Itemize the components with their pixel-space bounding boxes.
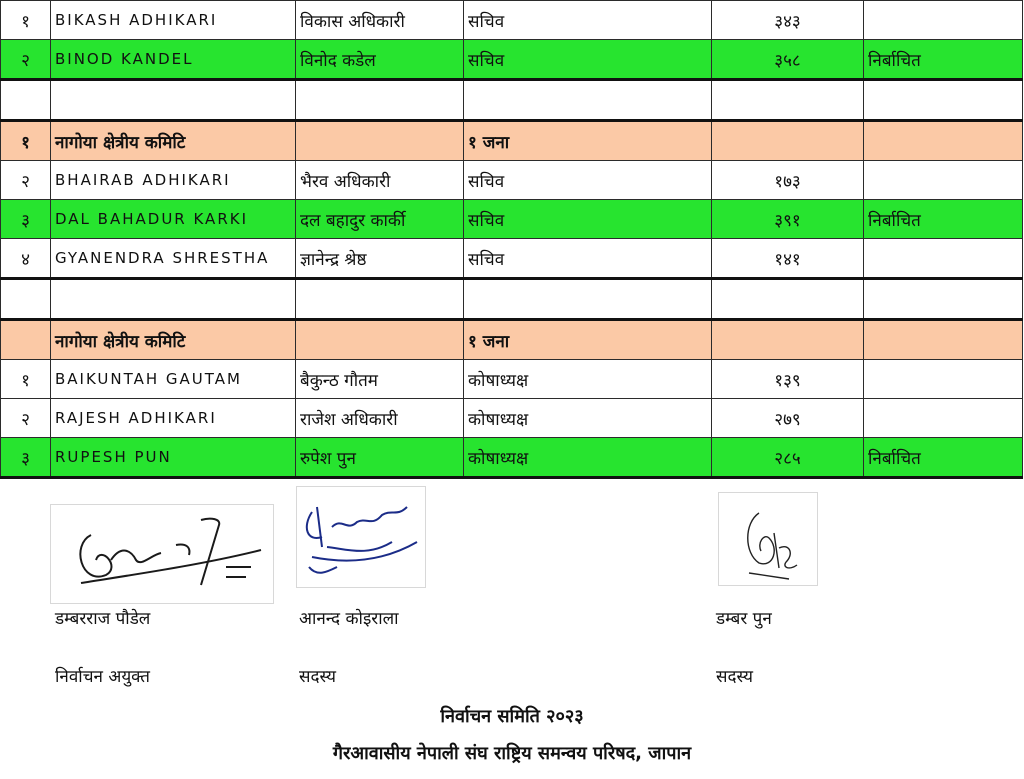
- signatory-role-2: सदस्य: [299, 667, 336, 687]
- empty-cell: [464, 279, 712, 320]
- candidate-row: [1, 360, 1023, 399]
- committee-title: निर्वाचन समिति २०२३: [440, 706, 584, 727]
- section-header-row: [1, 320, 1023, 360]
- status-cell: [864, 360, 1023, 399]
- signature-member-2: [718, 492, 818, 586]
- empty-cell: [1, 279, 51, 320]
- section-title-cell: नागोया क्षेत्रीय कमिटि: [51, 121, 296, 161]
- candidate-row: [1, 239, 1023, 279]
- signatory-name-2: आनन्द कोइराला: [299, 609, 399, 629]
- status-cell: निर्बाचित: [864, 200, 1023, 239]
- organization-title: गैरआवासीय नेपाली संघ राष्ट्रिय समन्वय परिषद, जापान: [332, 743, 692, 764]
- votes-cell: [712, 121, 864, 161]
- votes-cell: ३५८: [712, 40, 864, 80]
- name-nepali-cell: बैकुन्ठ गौतम: [296, 360, 464, 399]
- serial-number-cell: १: [1, 360, 51, 399]
- post-cell: १ जना: [464, 121, 712, 161]
- name-english-cell: RUPESH PUN: [51, 438, 296, 478]
- signature-commissioner: [50, 504, 274, 604]
- name-nepali-cell: राजेश अधिकारी: [296, 399, 464, 438]
- signatory-name-3: डम्बर पुन: [716, 609, 772, 629]
- status-cell: [864, 239, 1023, 279]
- status-cell: [864, 320, 1023, 360]
- status-cell: निर्बाचित: [864, 438, 1023, 478]
- post-cell: सचिव: [464, 239, 712, 279]
- status-cell: [864, 399, 1023, 438]
- empty-cell: [864, 80, 1023, 121]
- post-cell: सचिव: [464, 1, 712, 40]
- votes-cell: ३९१: [712, 200, 864, 239]
- handwritten-signature-1: [51, 505, 273, 603]
- post-cell: सचिव: [464, 40, 712, 80]
- post-cell: कोषाध्यक्ष: [464, 399, 712, 438]
- serial-number-cell: [1, 320, 51, 360]
- votes-cell: १७३: [712, 161, 864, 200]
- serial-number-cell: २: [1, 40, 51, 80]
- status-cell: [864, 121, 1023, 161]
- name-english-cell: RAJESH ADHIKARI: [51, 399, 296, 438]
- candidate-row: [1, 399, 1023, 438]
- votes-cell: १३९: [712, 360, 864, 399]
- serial-number-cell: २: [1, 161, 51, 200]
- candidate-row: [1, 200, 1023, 239]
- serial-number-cell: ३: [1, 200, 51, 239]
- name-english-cell: DAL BAHADUR KARKI: [51, 200, 296, 239]
- name-english-cell: BAIKUNTAH GAUTAM: [51, 360, 296, 399]
- spacer-row: [1, 279, 1023, 320]
- serial-number-cell: ३: [1, 438, 51, 478]
- name-nepali-cell: दल बहादुर कार्की: [296, 200, 464, 239]
- empty-cell: [296, 279, 464, 320]
- post-cell: १ जना: [464, 320, 712, 360]
- status-cell: निर्बाचित: [864, 40, 1023, 80]
- empty-cell: [864, 279, 1023, 320]
- name-english-cell: GYANENDRA SHRESTHA: [51, 239, 296, 279]
- post-cell: कोषाध्यक्ष: [464, 438, 712, 478]
- section-header-row: [1, 121, 1023, 161]
- votes-cell: २८५: [712, 438, 864, 478]
- empty-cell: [51, 279, 296, 320]
- name-english-cell: BHAIRAB ADHIKARI: [51, 161, 296, 200]
- signature-member-1: [296, 486, 426, 588]
- name-nepali-cell: ज्ञानेन्द्र श्रेष्ठ: [296, 239, 464, 279]
- candidate-row: [1, 1, 1023, 40]
- name-english-cell: BIKASH ADHIKARI: [51, 1, 296, 40]
- candidate-row: [1, 40, 1023, 80]
- results-body: [1, 1, 1023, 478]
- empty-cell: [464, 80, 712, 121]
- serial-number-cell: १: [1, 1, 51, 40]
- name-nepali-cell: रुपेश पुन: [296, 438, 464, 478]
- spacer-row: [1, 80, 1023, 121]
- empty-cell: [712, 80, 864, 121]
- status-cell: [864, 161, 1023, 200]
- signatory-name-1: डम्बरराज पौडेल: [55, 609, 151, 629]
- serial-number-cell: १: [1, 121, 51, 161]
- serial-number-cell: २: [1, 399, 51, 438]
- section-title-cell: नागोया क्षेत्रीय कमिटि: [51, 320, 296, 360]
- empty-cell: [712, 279, 864, 320]
- handwritten-signature-2: [297, 487, 425, 587]
- handwritten-signature-3: [719, 493, 817, 585]
- signatory-role-3: सदस्य: [716, 667, 753, 687]
- empty-cell: [1, 80, 51, 121]
- votes-cell: १४१: [712, 239, 864, 279]
- name-nepali-cell: विनोद कडेल: [296, 40, 464, 80]
- name-nepali-cell: विकास अधिकारी: [296, 1, 464, 40]
- status-cell: [864, 1, 1023, 40]
- name-nepali-cell: [296, 121, 464, 161]
- serial-number-cell: ४: [1, 239, 51, 279]
- post-cell: सचिव: [464, 200, 712, 239]
- votes-cell: ३४३: [712, 1, 864, 40]
- name-nepali-cell: [296, 320, 464, 360]
- votes-cell: २७९: [712, 399, 864, 438]
- signatory-role-1: निर्वाचन अयुक्त: [55, 667, 150, 687]
- post-cell: कोषाध्यक्ष: [464, 360, 712, 399]
- empty-cell: [296, 80, 464, 121]
- candidate-row: [1, 438, 1023, 478]
- post-cell: सचिव: [464, 161, 712, 200]
- votes-cell: [712, 320, 864, 360]
- name-english-cell: BINOD KANDEL: [51, 40, 296, 80]
- empty-cell: [51, 80, 296, 121]
- name-nepali-cell: भैरव अधिकारी: [296, 161, 464, 200]
- candidate-row: [1, 161, 1023, 200]
